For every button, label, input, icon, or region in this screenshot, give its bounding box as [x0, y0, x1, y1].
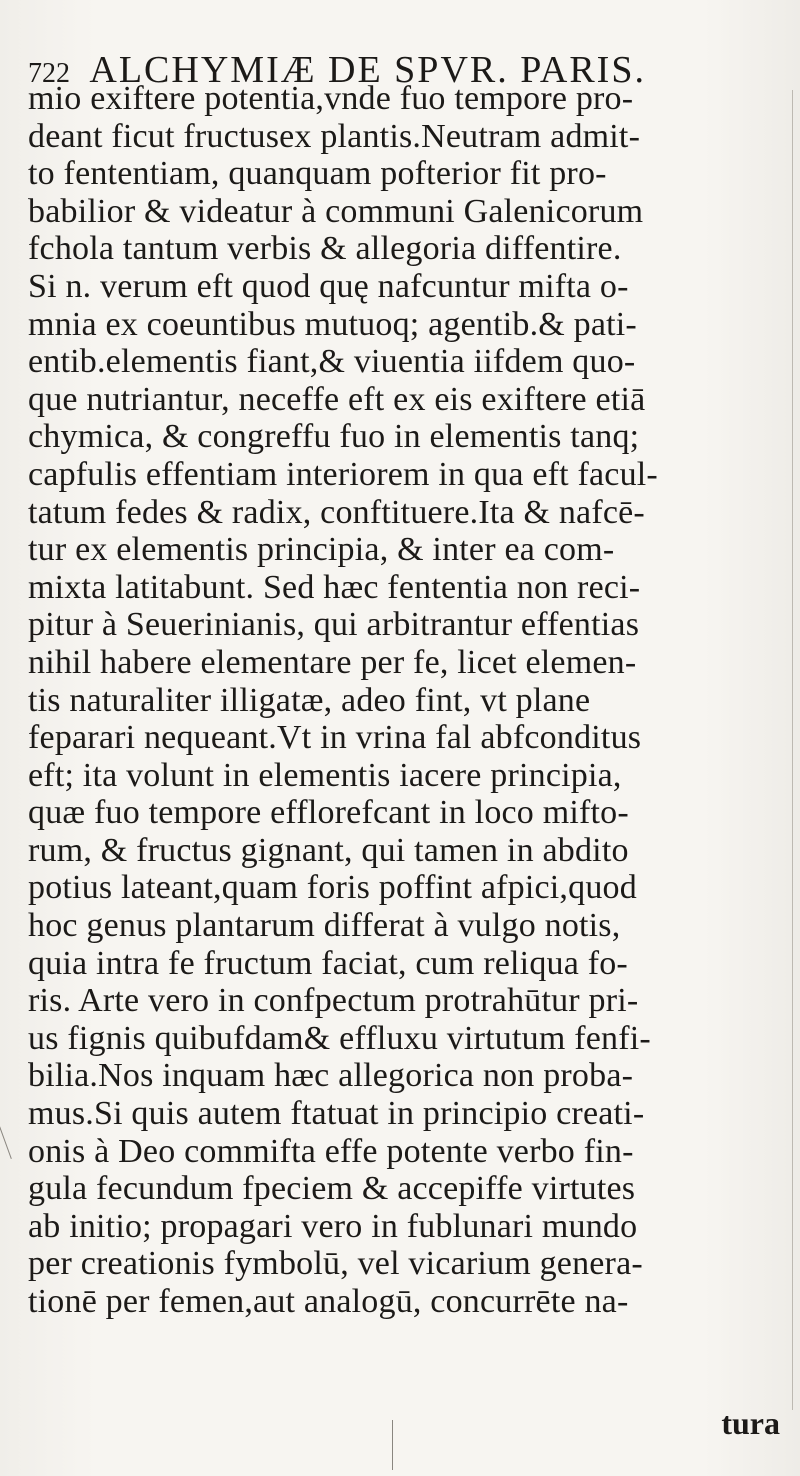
text-line: ris. Arte vero in confpectum protrahūtur pri- [28, 982, 639, 1020]
text-line: pitur à Seuerinianis, qui arbitrantur effentias [28, 606, 640, 644]
text-line: Si n. verum eft quod quę nafcuntur mifta o- [28, 267, 629, 305]
page-number: 722 [28, 58, 70, 89]
text-line: fchola tantum verbis & allegoria diffentire. [28, 230, 622, 268]
text-line: capfulis effentiam interiorem in qua eft facul- [28, 455, 658, 493]
pencil-mark [392, 1420, 393, 1470]
text-line: eft; ita volunt in elementis iacere principia, [28, 756, 622, 794]
text-line: que nutriantur, neceffe eft ex eis exiftere etiā [28, 380, 646, 418]
text-line: onis à Deo commifta effe potente verbo fin- [28, 1132, 634, 1170]
text-line: deant ficut fructusex plantis.Neutram admit- [28, 117, 641, 155]
text-line: tionē per femen,aut analogū, concurrēte na- [28, 1283, 629, 1320]
text-line: mus.Si quis autem ftatuat in principio creati- [28, 1095, 645, 1133]
text-line: quæ fuo tempore efflorefcant in loco mifto- [28, 794, 629, 832]
text-line: entib.elementis fiant,& viuentia iifdem quo- [28, 343, 636, 381]
text-line: potius lateant,quam foris poffint afpici,quod [28, 869, 637, 907]
catchword: tura [721, 1405, 780, 1441]
text-line: hoc genus plantarum differat à vulgo notis, [28, 907, 621, 945]
pencil-mark [0, 1121, 12, 1159]
text-line: gula fecundum fpeciem & accepiffe virtutes [28, 1170, 636, 1208]
text-line: chymica, & congreffu fuo in elementis tanq; [28, 418, 640, 456]
text-line: per creationis fymbolū, vel vicarium genera- [28, 1245, 643, 1283]
text-line: tur ex elementis principia, & inter ea com- [28, 531, 615, 569]
text-line: us fignis quibufdam& effluxu virtutum fenfi- [28, 1019, 651, 1057]
running-title: ALCHYMIÆ DE SPVR. PARIS. [89, 49, 646, 91]
text-line: babilior & videatur à communi Galenicorum [28, 192, 644, 230]
text-line: bilia.Nos inquam hæc allegorica non proba- [28, 1057, 634, 1095]
text-line: nihil habere elementare per fe, licet elemen- [28, 643, 637, 681]
body-text [28, 80, 788, 1321]
text-line: mnia ex coeuntibus mutuoq; agentib.& pati- [28, 305, 637, 343]
right-margin-shadow [792, 90, 793, 1410]
text-line: tatum fedes & radix, conftituere.Ita & nafcē- [28, 493, 645, 531]
text-line: mio exiftere potentia,vnde fuo tempore pro- [28, 80, 634, 117]
text-line: tis naturaliter illigatæ, adeo fint, vt plane [28, 681, 591, 719]
text-line: ab initio; propagari vero in fublunari mundo [28, 1207, 638, 1245]
text-line: quia intra fe fructum faciat, cum reliqua fo- [28, 944, 628, 982]
text-line: rum, & fructus gignant, qui tamen in abdito [28, 831, 629, 869]
text-line: mixta latitabunt. Sed hæc fententia non reci- [28, 568, 641, 606]
text-line: to fententiam, quanquam pofterior fit pro- [28, 155, 607, 193]
text-line: feparari nequeant.Vt in vrina fal abfconditus [28, 719, 642, 757]
